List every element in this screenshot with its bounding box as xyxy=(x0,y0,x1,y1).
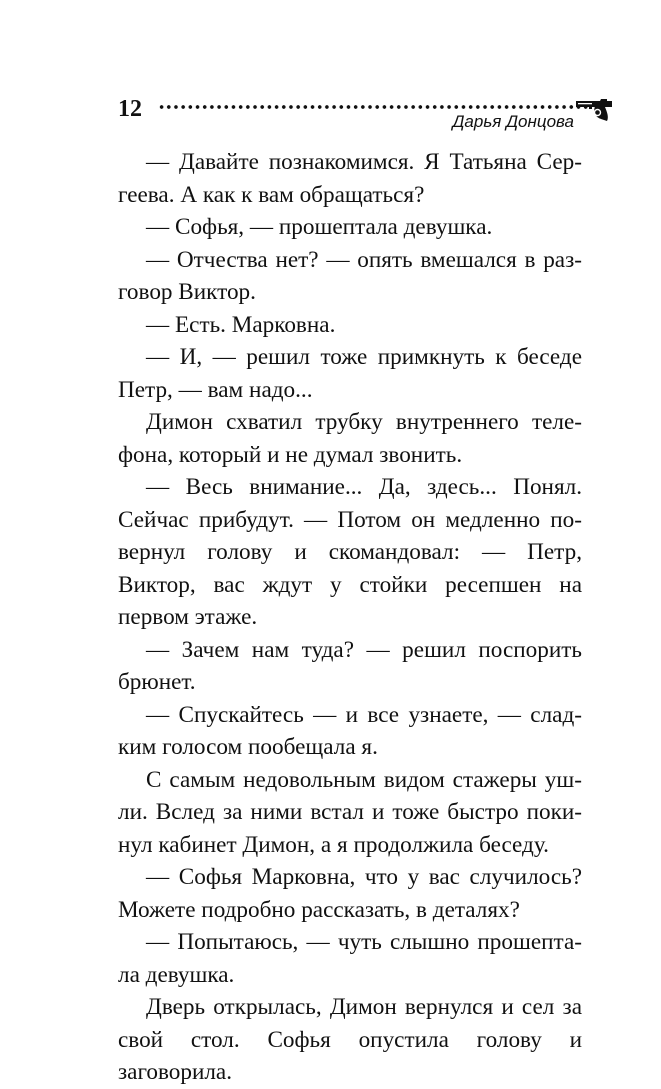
author-name: Дарья Донцова xyxy=(452,112,574,131)
paragraph: С самым недовольным видом стажеры ушли. Вслед за ними встал и тоже быстро покинул кабинет Димон, а я продолжила беседу. xyxy=(118,766,582,858)
paragraph: — Спускайтесь — и все узнаете, — сладким голосом пообещала я. xyxy=(118,701,582,760)
running-header xyxy=(118,96,612,136)
page-number: 12 xyxy=(118,96,142,122)
paragraph: — И, — решил тоже примкнуть к беседе Петр, — вам надо... xyxy=(118,344,582,403)
paragraph: — Давайте познакомимся. Я Татьяна Сергеева. А как к вам обращаться? xyxy=(118,149,582,208)
revolver-icon xyxy=(574,94,614,124)
paragraph: — Зачем нам туда? — решил поспорить брюнет. xyxy=(118,636,582,695)
paragraph: — Весь внимание... Да, здесь... Понял. Сейчас прибудут. — Потом он медленно повернул голову и скомандовал: — Петр, Виктор, вас ждут у стойки ресепшен на первом этаже. xyxy=(118,474,582,630)
main-text xyxy=(118,146,582,1089)
paragraph: Дверь открылась, Димон вернулся и сел за свой стол. Софья опустила голову и заговорила. xyxy=(118,994,582,1085)
paragraph: — Попытаюсь, — чуть слышно прошептала девушка. xyxy=(118,929,582,988)
paragraph: — Софья Марковна, что у вас случилось? Можете подробно рассказать, в деталях? xyxy=(118,864,582,923)
paragraph: — Отчества нет? — опять вмешался в разговор Виктор. xyxy=(118,246,582,305)
paragraph: Димон схватил трубку внутреннего телефона, который и не думал звонить. xyxy=(118,409,582,468)
paragraph: — Есть. Марковна. xyxy=(146,311,336,338)
paragraph: — Софья, — прошептала девушка. xyxy=(146,214,493,240)
dotted-rule xyxy=(158,104,590,110)
